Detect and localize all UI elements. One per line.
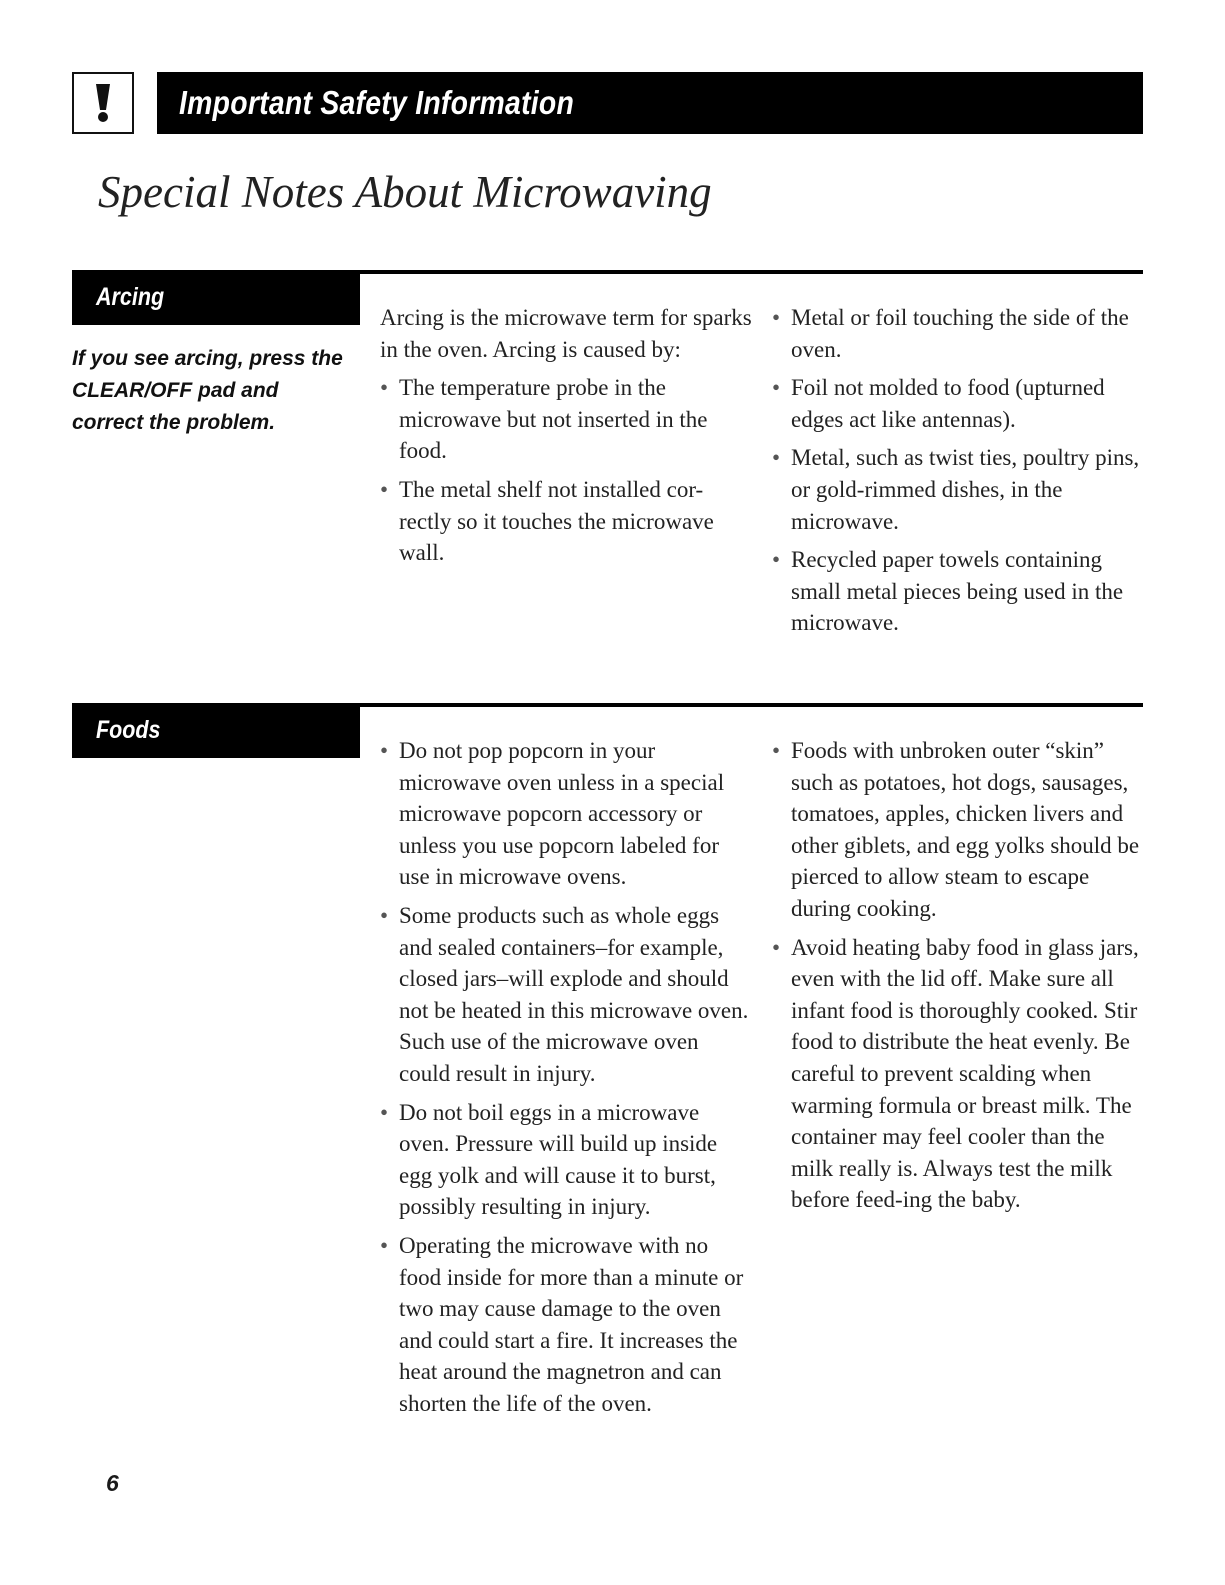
bullet-icon: • [772,738,781,763]
bullet-icon: • [380,1232,389,1258]
bullet-item [380,900,752,1090]
section-rule-arcing [358,270,1143,274]
foods-column-1 [380,735,752,1426]
bullet-icon: • [380,375,389,401]
bullet-text: Some products such as whole eggs and sealed containers–for example, closed jars–will explode and should not be heated in this microwave oven. Such use of the microwave oven could result in injury. [399,902,749,1086]
bullet-item [380,372,752,467]
section-rule-foods [358,703,1143,707]
bullet-text: The metal shelf not installed cor-rectly so it touches the microwave wall. [399,476,714,566]
page-number: 6 [106,1470,119,1496]
bullet-icon: • [772,547,781,573]
bullet-icon: • [380,476,389,502]
arcing-list-1 [380,372,752,569]
bullet-icon: • [380,1099,389,1125]
bullet-icon: • [772,375,781,401]
bullet-item [772,932,1144,1216]
header-title: Important Safety Information [179,84,575,121]
warning-icon-box [72,72,134,134]
section-label-foods [72,703,360,758]
bullet-item [772,544,1144,639]
bullet-item [380,1230,752,1420]
bullet-text: The temperature probe in the microwave but not inserted in the food. [399,375,708,464]
bullet-text: Foods with unbroken outer “skin” such as potatoes, hot dogs, sausages, tomatoes, apples, chicken livers and other giblets, and egg yolks should be pierced to allow steam to escape during cooking. [791,738,1140,921]
bullet-item [772,442,1144,537]
arcing-column-2 [772,302,1144,646]
arcing-column-1 [380,302,752,576]
bullet-text: Recycled paper towels containing small metal pieces being used in the microwave. [791,547,1124,636]
arcing-list-2 [772,302,1144,639]
arcing-side-note: If you see arcing, press the CLEAR/OFF pad and correct the problem. [72,347,343,434]
bullet-text: Foil not molded to food (upturned edges act like antennas). [791,375,1105,432]
bullet-text: Avoid heating baby food in glass jars, even with the lid off. Make sure all infant food is thoroughly cooked. Stir food to distribute the heat evenly. Be careful to prevent scalding when warming formula or breast milk. The container may feel cooler than the milk really is. Always test the milk before feed-ing the baby. [791,934,1139,1213]
section-label-arcing [72,270,360,325]
bullet-text: Metal or foil touching the side of the oven. [791,305,1129,362]
bullet-icon: • [380,738,389,763]
bullet-item [380,474,752,569]
bullet-item [380,1097,752,1223]
bullet-icon: • [772,934,781,960]
bullet-item [772,302,1144,365]
bullet-icon: • [772,305,781,330]
foods-list-2 [772,735,1144,1216]
bullet-text: Do not pop popcorn in your microwave oven unless in a special microwave popcorn accessory or unless you use popcorn labeled for use in microwave ovens. [399,738,725,890]
bullet-text: Do not boil eggs in a microwave oven. Pressure will build up inside egg yolk and will cause it to burst, possibly resulting in injury. [399,1099,718,1220]
bullet-text: Metal, such as twist ties, poultry pins, or gold-rimmed dishes, in the microwave. [791,445,1140,534]
bullet-icon: • [772,445,781,471]
bullet-item [772,372,1144,435]
exclamation-icon [92,82,114,124]
section-label-arcing-text: Arcing [96,283,165,311]
page-title: Special Notes About Microwaving [98,167,712,217]
arcing-intro: Arcing is the microwave term for sparks in the oven. Arcing is caused by: [380,305,752,362]
foods-list-1 [380,735,752,1419]
bullet-icon: • [380,902,389,928]
foods-column-2 [772,735,1144,1223]
header-bar [157,72,1143,134]
bullet-text: Operating the microwave with no food inside for more than a minute or two may cause damage to the oven and could start a fire. It increases the heat around the magnetron and can shorten the life of the oven. [399,1232,744,1416]
bullet-item [380,735,752,893]
section-label-foods-text: Foods [96,716,161,744]
bullet-item [772,735,1144,925]
